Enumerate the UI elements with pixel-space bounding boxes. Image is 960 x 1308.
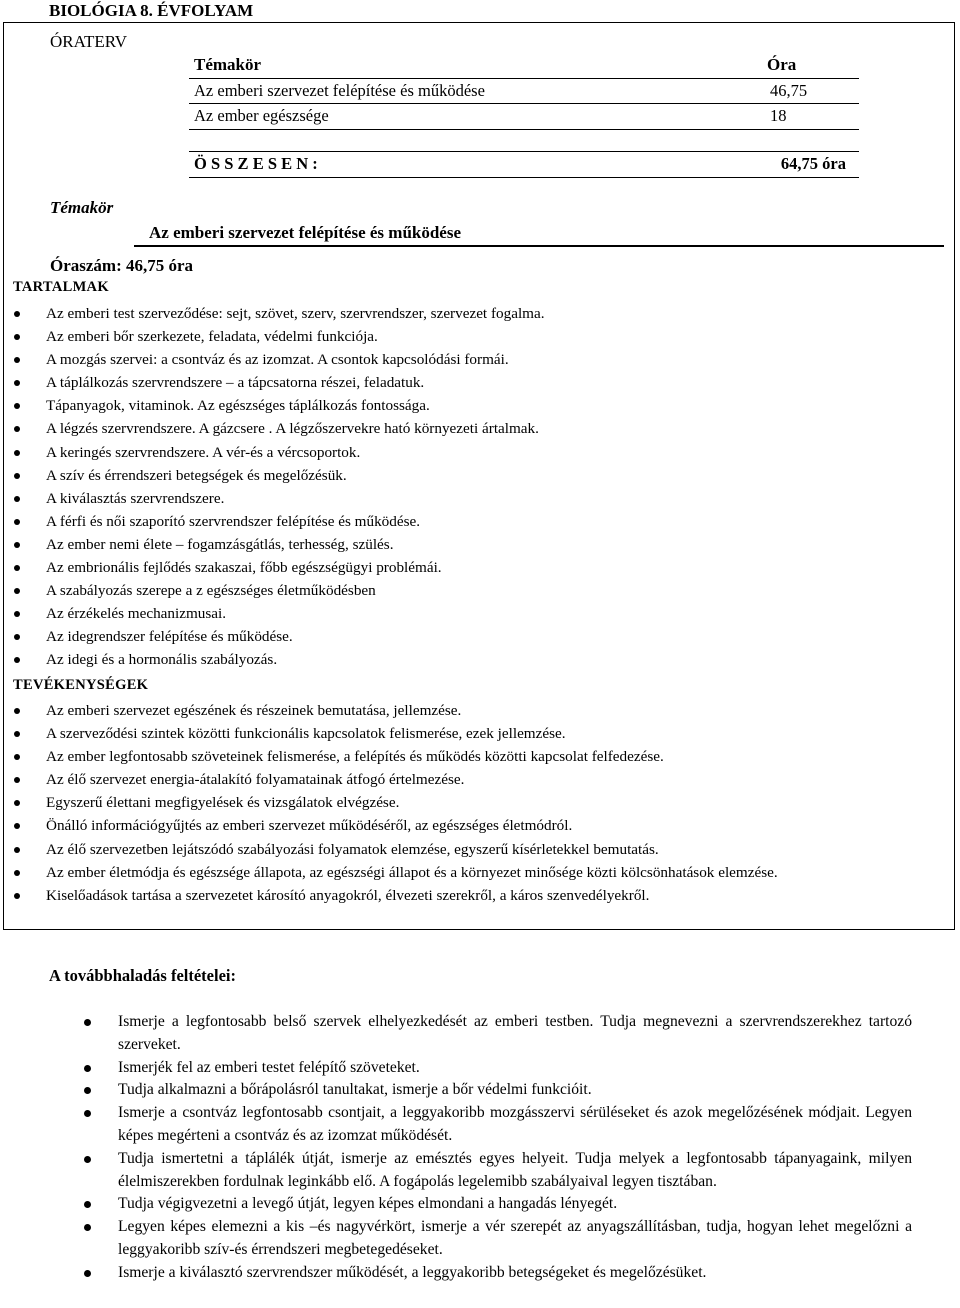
list-item: A férfi és női szaporító szervrendszer felépítése és működése. (4, 510, 904, 533)
summary-table-header (189, 53, 859, 79)
list-item: Egyszerű élettani megfigyelések és vizsgálatok elvégzése. (4, 791, 954, 814)
list-item: Az ember legfontosabb szöveteinek felismerése, a felépítés és működés közötti kapcsolat felfedezése. (4, 745, 954, 768)
list-item: Ismerje a kiválasztó szervrendszer működését, a leggyakoribb betegségeket és megelőzésüket. (0, 1262, 912, 1285)
activities-section-title: TEVÉKENYSÉGEK (13, 677, 149, 693)
list-item: A keringés szervrendszere. A vér-és a vércsoportok. (4, 441, 904, 464)
table-cell-hours: 46,75 (770, 80, 808, 100)
list-item: Ismerje a csontváz legfontosabb csontjait, a leggyakoribb mozgásszervi sérüléseket és azok megelőzésének módjait. Legyen képes megérteni a csontváz és az izomzat működését. (0, 1102, 912, 1148)
list-item: A szív és érrendszeri betegségek és megelőzésük. (4, 464, 904, 487)
table-spacer-row (189, 130, 859, 152)
activities-list (4, 699, 954, 907)
list-item: Az idegrendszer felépítése és működése. (4, 625, 904, 648)
column-header-hours: Óra (767, 55, 797, 74)
list-item: Az emberi bőr szerkezete, feladata, védelmi funkciója. (4, 325, 904, 348)
list-item: A táplálkozás szervrendszere – a tápcsatorna részei, feladatuk. (4, 371, 904, 394)
list-item: Tápanyagok, vitaminok. Az egészséges táplálkozás fontossága. (4, 394, 904, 417)
list-item: Tudja alkalmazni a bőrápolásról tanultakat, ismerje a bőr védelmi funkcióit. (0, 1079, 912, 1102)
topic-hours: Óraszám: 46,75 óra (50, 256, 194, 275)
list-item: A légzés szervrendszere. A gázcsere . A légzőszervekre ható környezeti ártalmak. (4, 417, 904, 440)
list-item: Az ember nemi élete – fogamzásgátlás, terhesség, szülés. (4, 533, 904, 556)
list-item: Az emberi szervezet egészének és részeinek bemutatása, jellemzése. (4, 699, 954, 722)
table-cell-topic: Az emberi szervezet felépítése és működése (194, 80, 485, 100)
list-item: Ismerjék fel az emberi testet felépítő szöveteket. (0, 1057, 912, 1080)
lesson-plan-box (3, 22, 955, 930)
table-cell-hours: 18 (770, 106, 787, 125)
total-value: 64,75 óra (780, 153, 846, 173)
table-row (189, 79, 859, 105)
table-cell-topic: Az ember egészsége (194, 106, 329, 125)
topic-label: Témakör (50, 198, 114, 217)
list-item: Az idegi és a hormonális szabályozás. (4, 648, 904, 671)
total-label: Ö S S Z E S E N : (194, 153, 318, 173)
list-item: Kiselőadások tartása a szervezetet károsító anyagokról, élvezeti szerekről, a káros szenvedélyekről. (4, 884, 954, 907)
table-row (189, 104, 859, 130)
requirements-title: A továbbhaladás feltételei: (49, 966, 236, 985)
topic-name-row (134, 223, 944, 247)
list-item: Az ember életmódja és egészsége állapota, az egészségi állapot és a környezet minősége közti kölcsönhatások elemzése. (4, 861, 954, 884)
column-header-topic: Témakör (194, 55, 262, 74)
content-list (4, 302, 904, 672)
requirements-list (0, 1011, 912, 1285)
list-item: Az élő szervezet energia-átalakító folyamatainak átfogó értelmezése. (4, 768, 954, 791)
list-item: A kiválasztás szervrendszere. (4, 487, 904, 510)
summary-total-row (189, 152, 859, 178)
list-item: A szabályozás szerepe a z egészséges életműködésben (4, 579, 904, 602)
list-item: Legyen képes elemezni a kis –és nagyvérkört, ismerje a vér szerepét az anyagszállításban, tudja, hogyan lehet megelőzni a leggyakoribb szív-és érrendszeri megbetegedéseket. (0, 1216, 912, 1262)
topic-name: Az emberi szervezet felépítése és működése (149, 223, 462, 242)
document-subtitle: ÓRATERV (50, 32, 128, 51)
list-item: Az emberi test szerveződése: sejt, szövet, szerv, szervrendszer, szervezet fogalma. (4, 302, 904, 325)
list-item: Tudja végigvezetni a levegő útját, legyen képes elmondani a hangadás lényegét. (0, 1193, 912, 1216)
list-item: Az embrionális fejlődés szakaszai, főbb egészségügyi problémái. (4, 556, 904, 579)
list-item: Önálló információgyűjtés az emberi szervezet működéséről, az egészséges életmódról. (4, 814, 954, 837)
list-item: Ismerje a legfontosabb belső szervek elhelyezkedését az emberi testben. Tudja megnevezni a szervrendszerekhez tartozó szerveket. (0, 1011, 912, 1057)
list-item: Tudja ismertetni a táplálék útját, ismerje az emésztés egyes helyeit. Tudja melyek a legfontosabb tápanyagaink, milyen élelmiszerekben fordulnak leginkább elő. A fogápolás legelemibb szabályaival legyen tisztában. (0, 1148, 912, 1194)
list-item: Az élő szervezetben lejátszódó szabályozási folyamatok elemzése, egyszerű kísérletekkel bemutatás. (4, 838, 954, 861)
page-title: BIOLÓGIA 8. ÉVFOLYAM (49, 1, 254, 20)
list-item: A mozgás szervei: a csontváz és az izomzat. A csontok kapcsolódási formái. (4, 348, 904, 371)
list-item: Az érzékelés mechanizmusai. (4, 602, 904, 625)
content-section-title: TARTALMAK (13, 279, 109, 295)
list-item: A szerveződési szintek közötti funkcionális kapcsolatok felismerése, ezek jellemzése. (4, 722, 954, 745)
summary-table (189, 53, 859, 178)
